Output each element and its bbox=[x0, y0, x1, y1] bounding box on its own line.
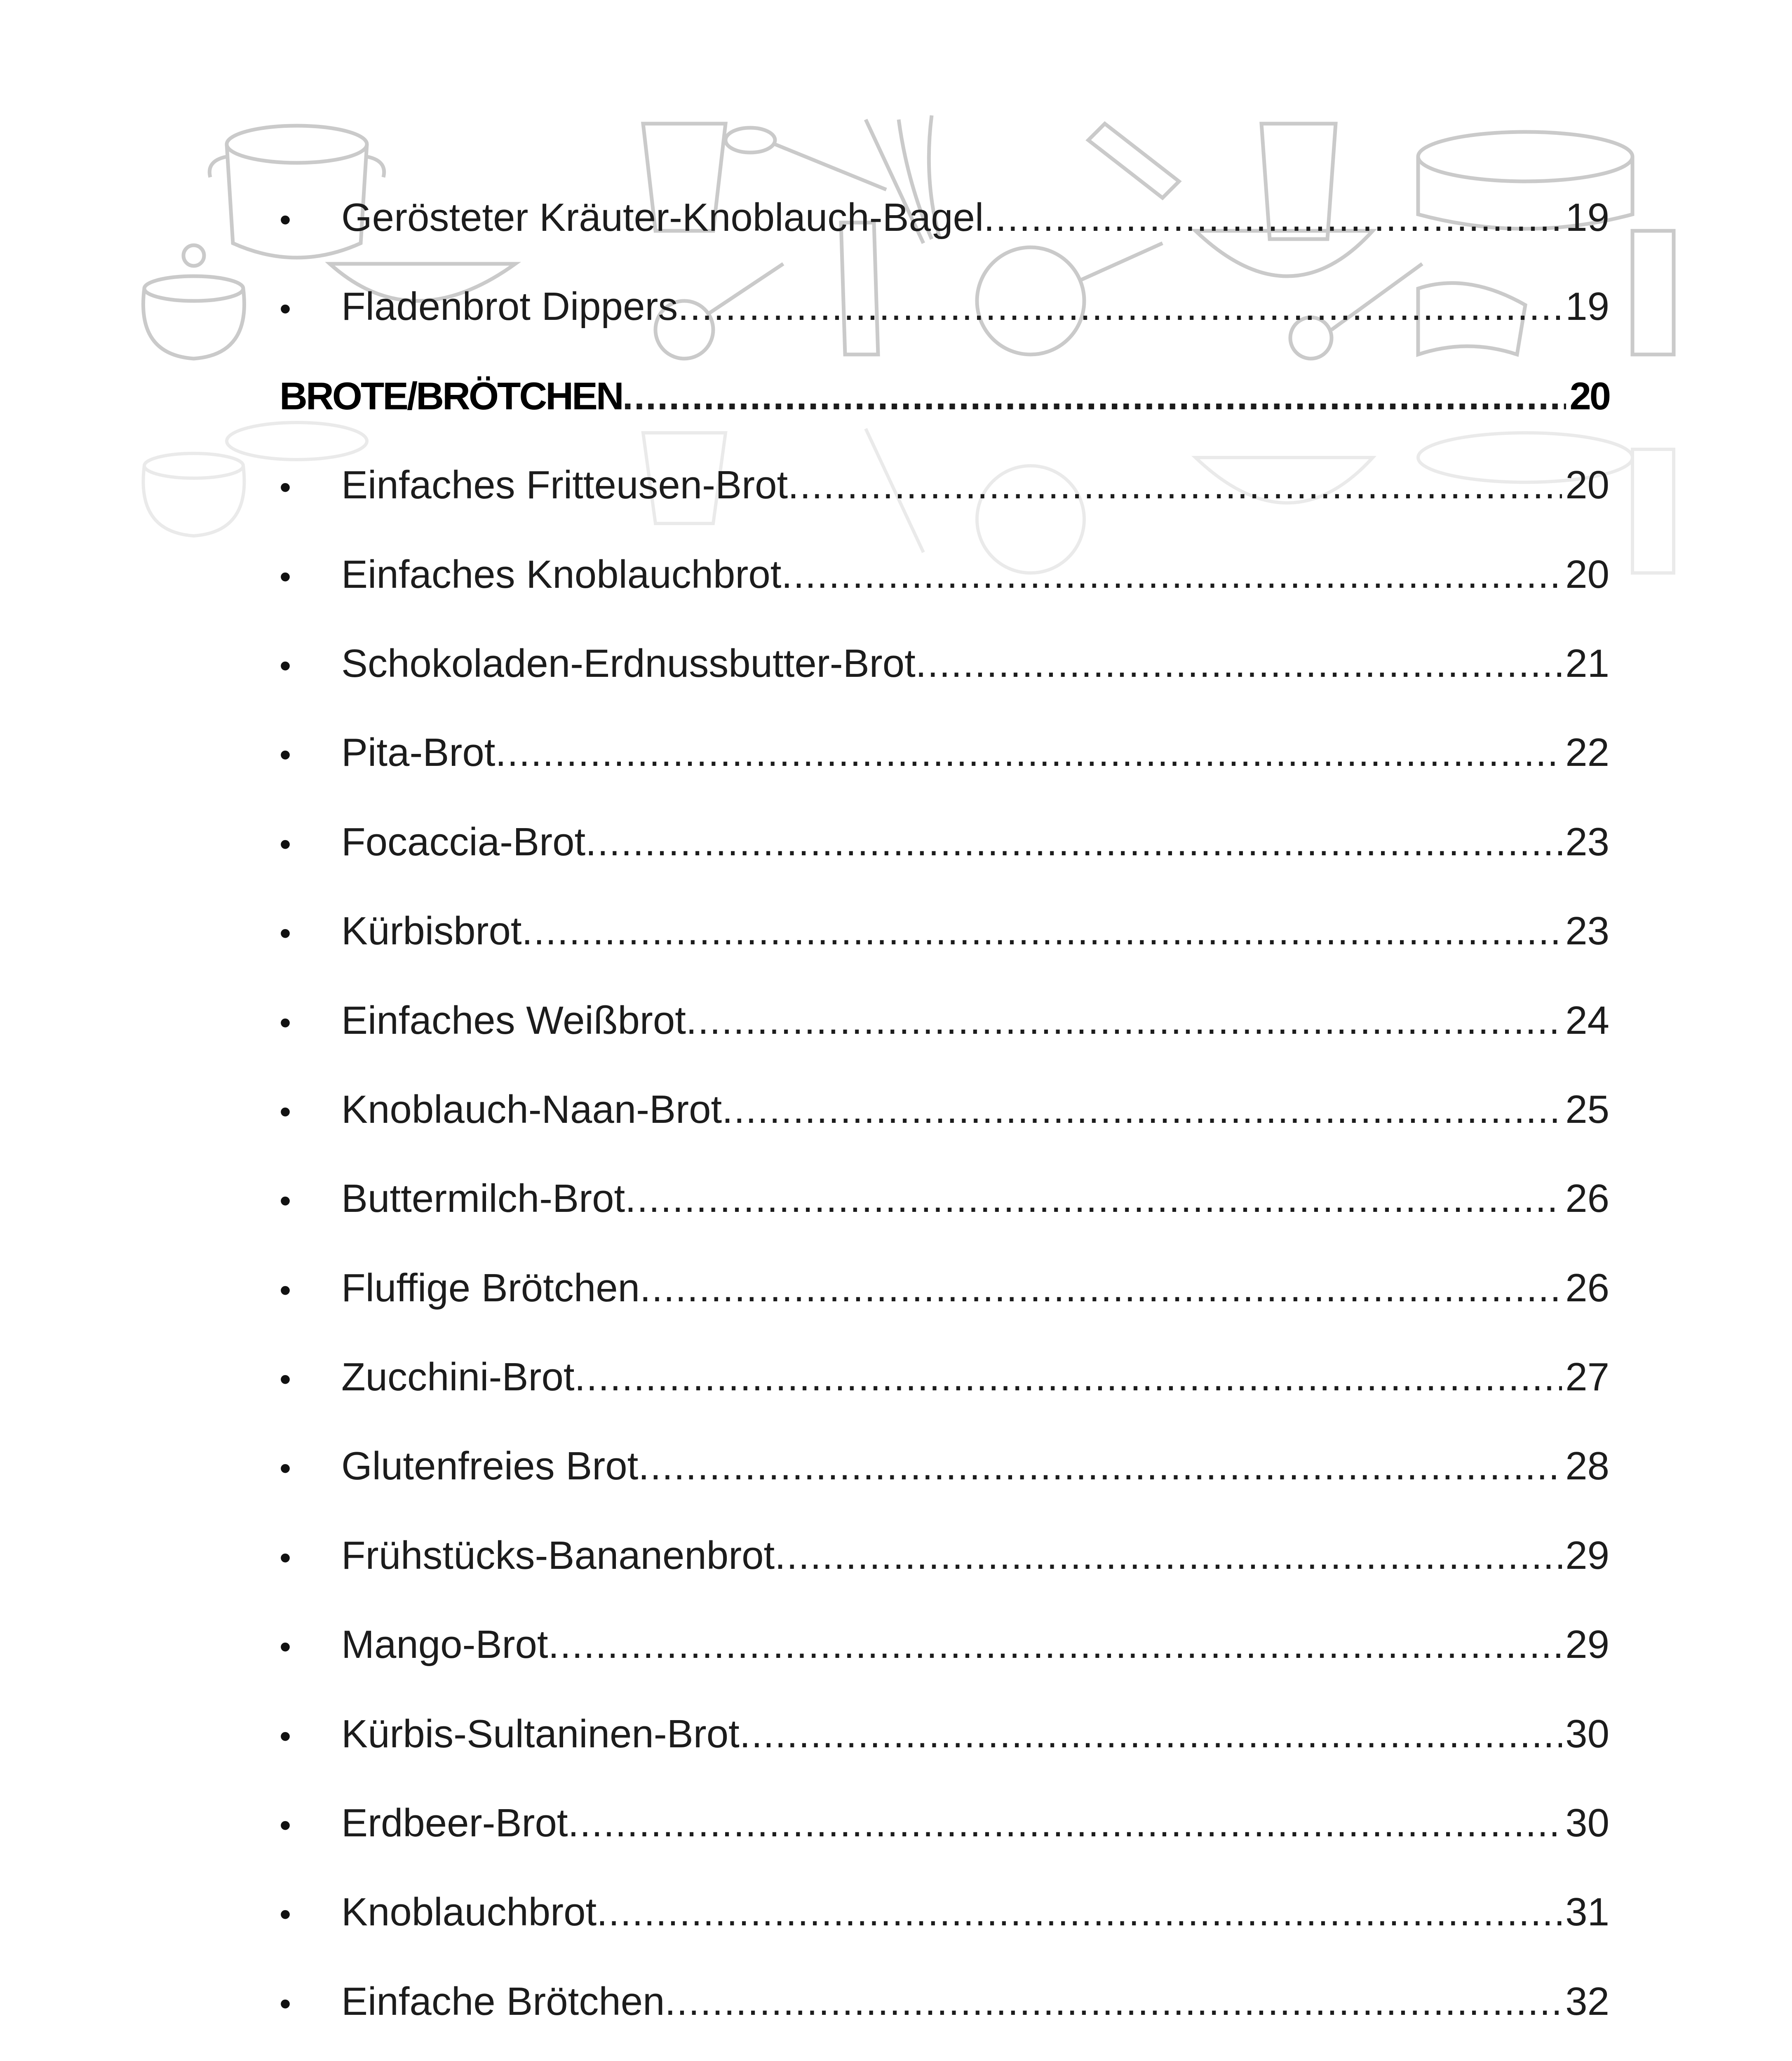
page-number: 26 bbox=[1565, 1176, 1609, 1221]
dot-leader bbox=[585, 798, 1562, 887]
toc-entry[interactable] bbox=[279, 1244, 1609, 1333]
toc-entry[interactable] bbox=[279, 1333, 1609, 1422]
entry-title: Erdbeer-Brot bbox=[341, 1801, 568, 1845]
toc-entry[interactable] bbox=[279, 1957, 1609, 2046]
toc-entry[interactable] bbox=[279, 887, 1609, 976]
dot-leader bbox=[788, 441, 1562, 530]
page-number: 29 bbox=[1565, 1533, 1609, 1577]
bullet-icon: • bbox=[279, 290, 291, 327]
entry-title: Einfaches Weißbrot bbox=[341, 998, 686, 1042]
toc-entry[interactable] bbox=[279, 619, 1609, 708]
bullet-icon: • bbox=[279, 1807, 291, 1844]
dot-leader bbox=[495, 708, 1562, 797]
dot-leader bbox=[622, 352, 1567, 441]
toc-entry[interactable] bbox=[279, 1779, 1609, 1868]
toc-entry[interactable] bbox=[279, 1065, 1609, 1154]
toc-entry[interactable] bbox=[279, 173, 1609, 262]
toc-section-heading[interactable] bbox=[279, 352, 1609, 441]
table-of-contents bbox=[279, 173, 1609, 2061]
page-number: 30 bbox=[1565, 1711, 1609, 1756]
bullet-icon: • bbox=[279, 825, 291, 862]
bullet-icon: • bbox=[279, 1896, 291, 1933]
bullet-icon: • bbox=[279, 1361, 291, 1398]
entry-title: Gerösteter Kräuter-Knoblauch-Bagel bbox=[341, 195, 984, 239]
page-number: 30 bbox=[1565, 1801, 1609, 1845]
page-number: 27 bbox=[1565, 1355, 1609, 1399]
toc-entry[interactable] bbox=[279, 2046, 1609, 2061]
dot-leader bbox=[722, 1065, 1562, 1154]
bullet-icon: • bbox=[279, 647, 291, 684]
toc-entry[interactable] bbox=[279, 976, 1609, 1065]
page-number: 20 bbox=[1565, 463, 1609, 507]
bullet-icon: • bbox=[279, 1271, 291, 1308]
bullet-icon: • bbox=[279, 1985, 291, 2022]
entry-title: Knoblauchbrot bbox=[341, 1890, 597, 1934]
entry-title: Einfaches Fritteusen-Brot bbox=[341, 463, 788, 507]
dot-leader bbox=[625, 1154, 1562, 1243]
bullet-icon: • bbox=[279, 736, 291, 773]
dot-leader bbox=[640, 1244, 1562, 1333]
dot-leader bbox=[638, 1422, 1562, 1511]
bullet-icon: • bbox=[279, 1539, 291, 1576]
toc-entry[interactable] bbox=[279, 441, 1609, 530]
dot-leader bbox=[781, 530, 1562, 619]
toc-entry[interactable] bbox=[279, 708, 1609, 797]
page-number bbox=[1562, 2046, 1609, 2061]
bullet-icon: • bbox=[279, 1628, 291, 1665]
entry-title: Frühstücks-Bananenbrot bbox=[341, 1533, 775, 1577]
bullet-icon: • bbox=[279, 1717, 291, 1754]
page-number: 19 bbox=[1565, 195, 1609, 239]
dot-leader bbox=[984, 173, 1562, 262]
entry-title: Pita-Brot bbox=[341, 730, 496, 775]
page-number: 23 bbox=[1565, 909, 1609, 953]
page-number: 20 bbox=[1565, 552, 1609, 596]
bullet-icon: • bbox=[279, 915, 291, 952]
toc-entry[interactable] bbox=[279, 1154, 1609, 1243]
entry-title: Knoblauch-Naan-Brot bbox=[341, 1087, 722, 1131]
section-title: BROTE/BRÖTCHEN bbox=[279, 374, 622, 418]
toc-entry[interactable] bbox=[279, 530, 1609, 619]
toc-entry[interactable] bbox=[279, 1422, 1609, 1511]
dot-leader bbox=[597, 1868, 1562, 1957]
dot-leader bbox=[522, 887, 1562, 976]
bullet-icon: • bbox=[279, 1004, 291, 1041]
bullet-icon: • bbox=[279, 469, 291, 506]
page-number: 19 bbox=[1565, 284, 1609, 329]
page-number: 32 bbox=[1565, 1979, 1609, 2023]
entry-title: Schokoladen-Erdnussbutter-Brot bbox=[341, 641, 916, 685]
dot-leader bbox=[775, 1511, 1562, 1600]
entry-title: Kürbisbrot bbox=[341, 909, 522, 953]
dot-leader bbox=[665, 1957, 1562, 2046]
page-number: 24 bbox=[1565, 998, 1609, 1042]
toc-entry[interactable] bbox=[279, 1600, 1609, 1689]
entry-title: Mango-Brot bbox=[341, 1622, 548, 1667]
dot-leader bbox=[678, 262, 1562, 351]
page-number: 29 bbox=[1565, 1622, 1609, 1667]
page-number: 21 bbox=[1565, 641, 1609, 685]
page-number: 31 bbox=[1565, 1890, 1609, 1934]
toc-entry[interactable] bbox=[279, 1690, 1609, 1779]
entry-title: Focaccia-Brot bbox=[341, 819, 586, 864]
dot-leader bbox=[548, 1600, 1562, 1689]
bullet-icon bbox=[279, 2048, 341, 2061]
entry-title: Einfaches Knoblauchbrot bbox=[341, 552, 782, 596]
dot-leader bbox=[568, 1779, 1562, 1868]
bullet-icon: • bbox=[279, 1450, 291, 1487]
entry-title: Einfache Brötchen bbox=[341, 1979, 665, 2023]
bullet-icon: • bbox=[279, 201, 291, 238]
toc-entry[interactable] bbox=[279, 1511, 1609, 1600]
entry-title: Zucchini-Brot bbox=[341, 1355, 575, 1399]
entry-title: Buttermilch-Brot bbox=[341, 1176, 625, 1221]
toc-entry[interactable] bbox=[279, 798, 1609, 887]
entry-title bbox=[341, 2046, 579, 2061]
dot-leader bbox=[575, 1333, 1562, 1422]
toc-entry[interactable] bbox=[279, 262, 1609, 351]
entry-title: Fluffige Brötchen bbox=[341, 1265, 640, 1310]
bullet-icon: • bbox=[279, 1093, 291, 1130]
page-number: 22 bbox=[1565, 730, 1609, 775]
entry-title: Glutenfreies Brot bbox=[341, 1444, 639, 1488]
bullet-icon: • bbox=[279, 1182, 291, 1219]
page-number: 28 bbox=[1565, 1444, 1609, 1488]
dot-leader bbox=[740, 1690, 1562, 1779]
bullet-icon: • bbox=[279, 558, 291, 595]
page-number: 26 bbox=[1565, 1265, 1609, 1310]
toc-entry[interactable] bbox=[279, 1868, 1609, 1957]
page-number: 20 bbox=[1569, 374, 1609, 418]
entry-title: Fladenbrot Dippers bbox=[341, 284, 678, 329]
dot-leader bbox=[916, 619, 1562, 708]
page-number: 23 bbox=[1565, 819, 1609, 864]
page-number: 25 bbox=[1565, 1087, 1609, 1131]
entry-title: Kürbis-Sultaninen-Brot bbox=[341, 1711, 740, 1756]
dot-leader bbox=[579, 2046, 1562, 2061]
dot-leader bbox=[686, 976, 1562, 1065]
